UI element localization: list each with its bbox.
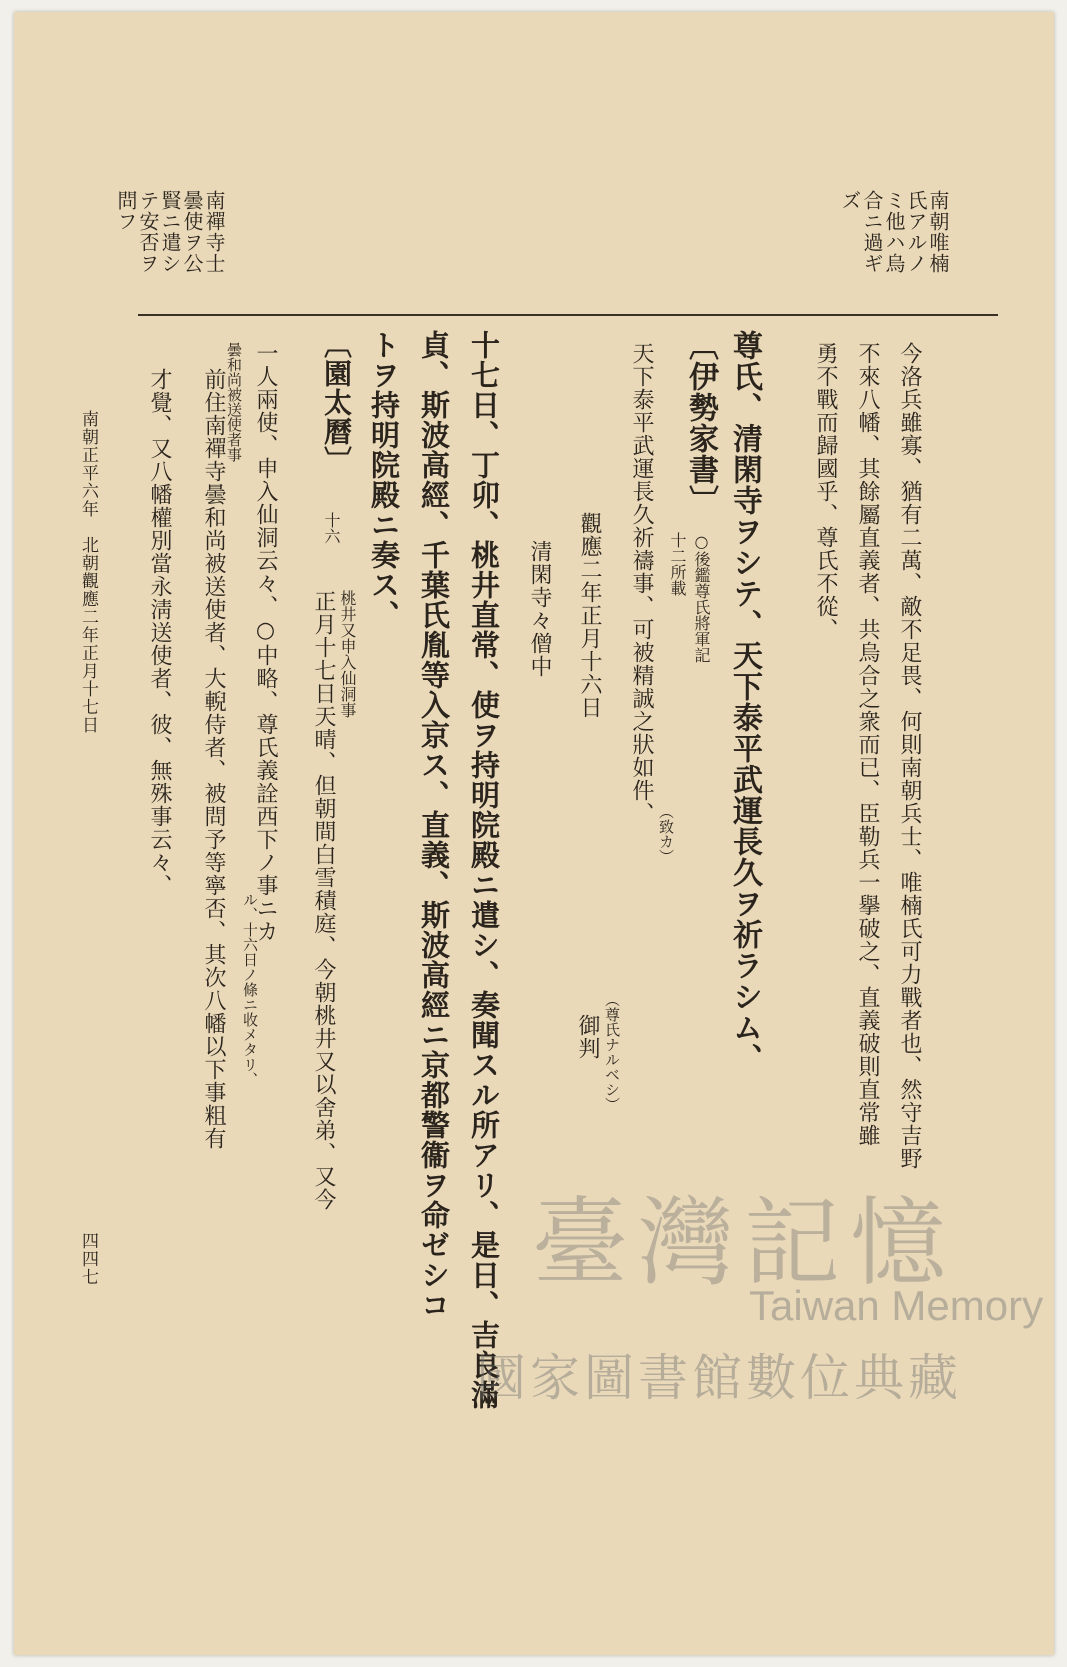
headnote-right-col1: 南朝唯楠 — [926, 190, 950, 274]
body-col-13: 一人兩使、申入仙洞云々、○中略、尊氏義詮西下ノ事ニカ — [253, 342, 278, 943]
body-col-11: トヲ持明院殿ニ奏ス、 — [367, 330, 401, 630]
body-col-7-date: 觀應二年正月十六日 — [577, 512, 602, 719]
headnote-right-col5: ズ — [838, 190, 862, 211]
running-head: 南朝正平六年 北朝觀應二年正月十七日 — [78, 410, 98, 734]
headnote-right-col3: ミ他ハ烏 — [882, 190, 906, 274]
headnote-right-col4: 合ニ過ギ — [860, 190, 884, 274]
body-col-4: 尊氏、清閑寺ヲシテ、天下泰平武運長久ヲ祈ラシム、 — [727, 330, 762, 1074]
body-col-6-note-b: （尊氏ナルベシ） — [603, 992, 621, 1112]
headnote-left-col5: 問フ — [114, 190, 138, 232]
body-col-10: 貞、斯波高經、千葉氏胤等入京ス、直義、斯波高經ニ京都警衞ヲ命ゼシコ — [417, 330, 451, 1320]
body-col-9: 十七日、丁卯、桃井直常、使ヲ持明院殿ニ遣シ、奏聞スル所アリ、是日、吉良滿 — [467, 330, 501, 1410]
body-col-5-note-a: ○後鑑尊氏將軍記 — [692, 532, 711, 663]
body-col-1: 今洛兵雖寡、猶有二萬、敵不足畏、何則南朝兵士、唯楠氏可力戰者也、然守吉野 — [897, 342, 922, 1170]
body-col-3: 勇不戰而歸國乎、尊氏不從、 — [813, 342, 838, 641]
body-col-2: 不來八幡、其餘屬直義者、共烏合之衆而已、臣勒兵一擧破之、直義破則直常雖 — [855, 342, 880, 1147]
headnote-left-col3: 賢ニ遣シ — [158, 190, 182, 274]
body-col-8-addressee: 清閑寺々僧中 — [527, 540, 552, 678]
header-rule — [138, 314, 998, 316]
headnote-left-col2: 曇使ヲ公 — [180, 190, 204, 274]
headnote-left-col4: テ安否ヲ — [136, 190, 160, 274]
body-col-13-note: ル、十六日ノ條ニ收メタリ、 — [241, 892, 259, 1087]
watermark-english: Taiwan Memory — [749, 1282, 1044, 1329]
book-page — [14, 12, 1054, 1655]
body-col-5-source: 〔伊勢家書〕 — [683, 330, 718, 516]
body-col-14: 前住南禪寺曇和尚被送使者、大輗侍者、被問予等寧否、其次八幡以下事粗有 — [201, 368, 226, 1150]
page-number: 四四七 — [78, 1232, 98, 1286]
headnote-right-col2: 氏アルノ — [904, 190, 928, 274]
body-col-6-signature: 御判 — [575, 1014, 600, 1060]
body-col-12-source: 〔園太曆〕 — [320, 330, 353, 475]
body-col-12-text: 正月十七日天晴、但朝間白雪積庭、今朝桃井又以舍弟、又今 — [311, 590, 336, 1211]
body-col-12-note: 桃井又申入仙洞事 — [338, 590, 357, 718]
watermark-logo: 臺灣記憶 — [532, 1187, 956, 1299]
body-col-12-volume: 十六 — [322, 512, 341, 544]
body-col-5-note-b: 十二所載 — [668, 532, 687, 596]
body-col-14-note: 曇和尚被送使者事 — [225, 342, 243, 462]
body-col-6-note-a: （致カ） — [657, 804, 675, 864]
watermark-chinese: 國家圖書館數位典藏 — [476, 1349, 962, 1407]
body-col-15: 才覺、又八幡權別當永淸送使者、彼、無殊事云々、 — [147, 368, 172, 897]
headnote-left-col1: 南禪寺士 — [202, 190, 226, 274]
body-col-6: 天下泰平武運長久祈禱事、可被精誠之狀如件、 — [629, 342, 654, 825]
